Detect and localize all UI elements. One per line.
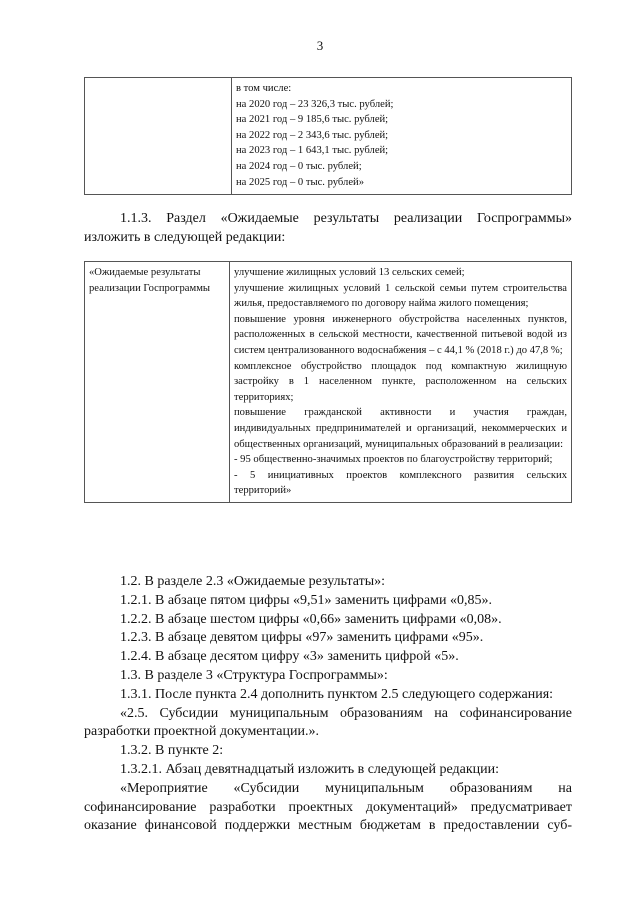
funding-line: в том числе:: [236, 83, 292, 94]
body-paragraph: 1.2.1. В абзаце пятом цифры «9,51» заменить цифрами «0,85».: [120, 592, 492, 608]
funding-table-left-cell: [85, 78, 232, 195]
body-paragraph: «Мероприятие «Субсидии муниципальным образованиям на софинансирование разработки проектных документаций» предусматривает оказание финансовой поддержки местным бюджетам в предоставлении суб-: [84, 780, 572, 834]
funding-line: на 2022 год – 2 343,6 тыс. рублей;: [236, 129, 389, 141]
body-paragraph: «2.5. Субсидии муниципальным образованиям на софинансирование разработки проектной документации.».: [84, 705, 572, 740]
section-heading-block: [84, 210, 572, 248]
expected-results-label: «Ожидаемые результаты реализации Госпрограммы: [85, 262, 230, 503]
body-paragraph: 1.3.1. После пункта 2.4 дополнить пунктом 2.5 следующего содержания:: [120, 686, 554, 702]
result-item: улучшение жилищных условий 13 сельских семей;: [234, 267, 465, 278]
funding-line: на 2020 год – 23 326,3 тыс. рублей;: [236, 98, 394, 110]
expected-results-content: [230, 262, 572, 503]
funding-table-right-cell: [232, 78, 572, 195]
result-item: - 95 общественно-значимых проектов по благоустройству территорий;: [234, 454, 553, 466]
expected-results-table: [84, 261, 572, 503]
result-item: повышение гражданской активности и участия граждан, индивидуальных предпринимателей и организаций, некоммерческих и общественных организаций, муниципальных образований в реализации:: [234, 407, 567, 450]
result-item: улучшение жилищных условий 1 сельской семьи путем строительства жилья, предоставляемого по договору найма жилого помещения;: [234, 282, 567, 310]
body-paragraph: 1.2.4. В абзаце десятом цифру «3» заменить цифрой «5».: [120, 649, 459, 665]
section-heading: 1.1.3. Раздел «Ожидаемые результаты реализации Госпрограммы» изложить в следующей редакции:: [84, 211, 572, 245]
body-paragraph: 1.3. В разделе 3 «Структура Госпрограммы»:: [120, 667, 388, 683]
funding-line: на 2024 год – 0 тыс. рублей;: [236, 160, 362, 172]
funding-table: [84, 77, 572, 195]
result-item: повышение уровня инженерного обустройства населенных пунктов, расположенных в сельской местности, качественной питьевой водой из систем централизованного водоснабжения – с 44,1 % (2018 г.) до 47,8 %;: [234, 313, 567, 356]
funding-line: на 2025 год – 0 тыс. рублей»: [236, 176, 364, 188]
result-item: - 5 инициативных проектов комплексного развития сельских территорий»: [234, 469, 567, 497]
page-number: 3: [316, 38, 324, 53]
body-paragraph: 1.2.3. В абзаце девятом цифры «97» заменить цифрами «95».: [120, 630, 484, 646]
body-paragraph: 1.2.2. В абзаце шестом цифры «0,66» заменить цифрами «0,08».: [120, 611, 502, 627]
funding-line: на 2023 год – 1 643,1 тыс. рублей;: [236, 145, 389, 157]
body-paragraph: 1.3.2. В пункте 2:: [120, 743, 224, 759]
body-paragraph: 1.2. В разделе 2.3 «Ожидаемые результаты»:: [120, 574, 386, 589]
result-item: комплексное обустройство площадок под компактную жилищную застройку в 1 населенном пункте, расположенном на сельских территориях;: [234, 360, 567, 403]
amendments-text: [84, 573, 572, 836]
body-paragraph: 1.3.2.1. Абзац девятнадцатый изложить в следующей редакции:: [120, 761, 500, 777]
funding-line: на 2021 год – 9 185,6 тыс. рублей;: [236, 114, 389, 126]
